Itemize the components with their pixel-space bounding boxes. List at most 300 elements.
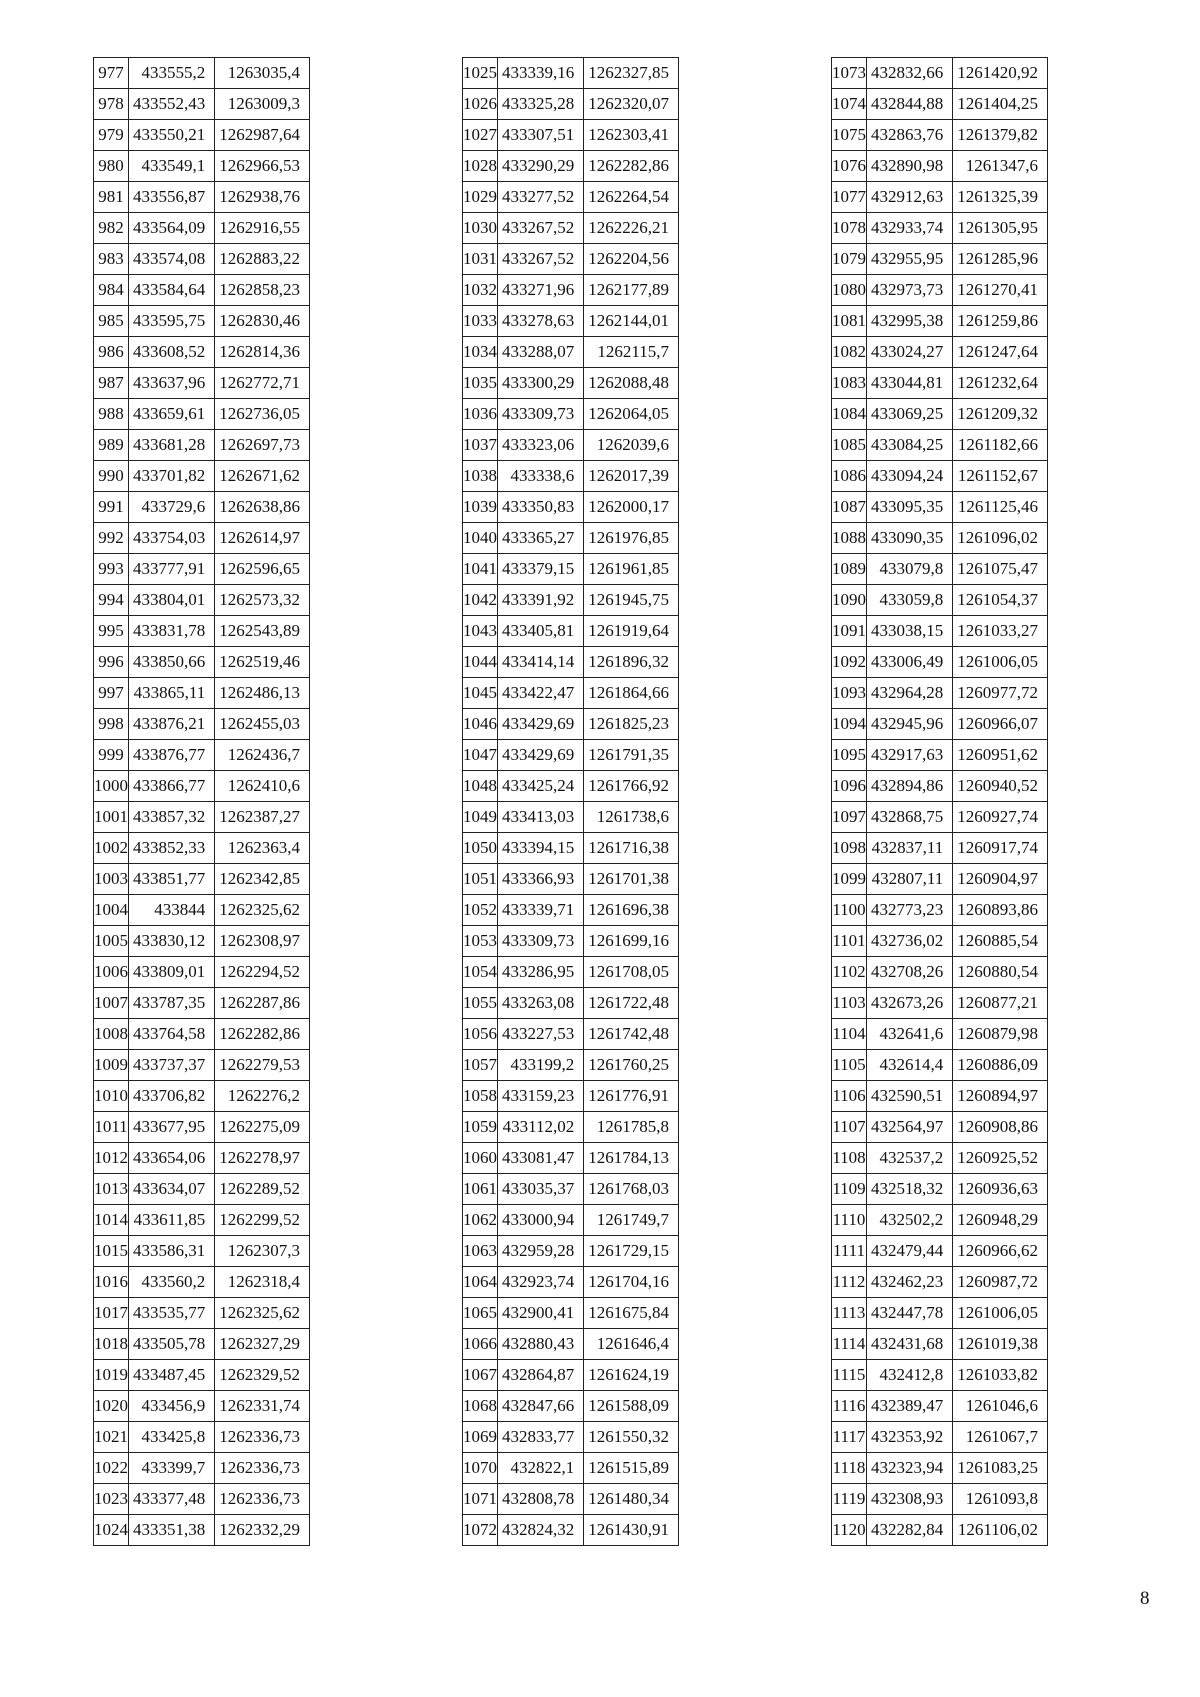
y-coordinate-cell: 1262772,71	[215, 368, 310, 399]
x-coordinate-cell: 432955,95	[867, 244, 953, 275]
point-number-cell: 1115	[832, 1360, 867, 1391]
point-number-cell: 997	[94, 678, 129, 709]
table-row	[463, 337, 679, 368]
point-number-cell: 1099	[832, 864, 867, 895]
y-coordinate-cell: 1261766,92	[584, 771, 679, 802]
table-row	[832, 337, 1048, 368]
y-coordinate-cell: 1260936,63	[953, 1174, 1048, 1205]
x-coordinate-cell: 433535,77	[129, 1298, 215, 1329]
y-coordinate-cell: 1261945,75	[584, 585, 679, 616]
point-number-cell: 1030	[463, 213, 498, 244]
x-coordinate-cell: 432353,92	[867, 1422, 953, 1453]
x-coordinate-cell: 433263,08	[498, 988, 584, 1019]
x-coordinate-cell: 432844,88	[867, 89, 953, 120]
x-coordinate-cell: 433850,66	[129, 647, 215, 678]
x-coordinate-cell: 433634,07	[129, 1174, 215, 1205]
table-row	[94, 1236, 310, 1267]
x-coordinate-cell: 433659,61	[129, 399, 215, 430]
table-row	[832, 1422, 1048, 1453]
point-number-cell: 1035	[463, 368, 498, 399]
y-coordinate-cell: 1261325,39	[953, 182, 1048, 213]
table-row	[463, 988, 679, 1019]
point-number-cell: 1049	[463, 802, 498, 833]
table-row	[94, 430, 310, 461]
y-coordinate-cell: 1261106,02	[953, 1515, 1048, 1546]
table-row	[94, 926, 310, 957]
point-number-cell: 1058	[463, 1081, 498, 1112]
x-coordinate-cell: 433505,78	[129, 1329, 215, 1360]
x-coordinate-cell: 433866,77	[129, 771, 215, 802]
x-coordinate-cell: 432479,44	[867, 1236, 953, 1267]
table-row	[463, 647, 679, 678]
point-number-cell: 1094	[832, 709, 867, 740]
x-coordinate-cell: 433278,63	[498, 306, 584, 337]
table-row	[832, 678, 1048, 709]
table-row	[94, 1081, 310, 1112]
point-number-cell: 1060	[463, 1143, 498, 1174]
point-number-cell: 1114	[832, 1329, 867, 1360]
table-row	[94, 554, 310, 585]
table-row	[463, 368, 679, 399]
y-coordinate-cell: 1261083,25	[953, 1453, 1048, 1484]
y-coordinate-cell: 1261646,4	[584, 1329, 679, 1360]
point-number-cell: 1020	[94, 1391, 129, 1422]
x-coordinate-cell: 433069,25	[867, 399, 953, 430]
point-number-cell: 1087	[832, 492, 867, 523]
x-coordinate-cell: 432973,73	[867, 275, 953, 306]
table-row	[463, 1236, 679, 1267]
point-number-cell: 1027	[463, 120, 498, 151]
y-coordinate-cell: 1260886,09	[953, 1050, 1048, 1081]
y-coordinate-cell: 1262276,2	[215, 1081, 310, 1112]
x-coordinate-cell: 433560,2	[129, 1267, 215, 1298]
x-coordinate-cell: 433654,06	[129, 1143, 215, 1174]
point-number-cell: 1034	[463, 337, 498, 368]
y-coordinate-cell: 1262329,52	[215, 1360, 310, 1391]
x-coordinate-cell: 432708,26	[867, 957, 953, 988]
y-coordinate-cell: 1261093,8	[953, 1484, 1048, 1515]
table-row	[94, 306, 310, 337]
point-number-cell: 1011	[94, 1112, 129, 1143]
table-row	[94, 1453, 310, 1484]
x-coordinate-cell: 433267,52	[498, 213, 584, 244]
y-coordinate-cell: 1261006,05	[953, 647, 1048, 678]
y-coordinate-cell: 1262299,52	[215, 1205, 310, 1236]
table-row	[94, 833, 310, 864]
x-coordinate-cell: 432868,75	[867, 802, 953, 833]
point-number-cell: 1065	[463, 1298, 498, 1329]
point-number-cell: 1110	[832, 1205, 867, 1236]
x-coordinate-cell: 433338,6	[498, 461, 584, 492]
table-row	[463, 1422, 679, 1453]
x-coordinate-cell: 433552,43	[129, 89, 215, 120]
point-number-cell: 1100	[832, 895, 867, 926]
table-row	[94, 1391, 310, 1422]
point-number-cell: 991	[94, 492, 129, 523]
y-coordinate-cell: 1261019,38	[953, 1329, 1048, 1360]
table-row	[463, 399, 679, 430]
table-row	[463, 1019, 679, 1050]
table-row	[463, 213, 679, 244]
x-coordinate-cell: 433365,27	[498, 523, 584, 554]
point-number-cell: 1117	[832, 1422, 867, 1453]
point-number-cell: 1063	[463, 1236, 498, 1267]
table-row	[94, 1174, 310, 1205]
table-row	[463, 58, 679, 89]
point-number-cell: 981	[94, 182, 129, 213]
y-coordinate-cell: 1262519,46	[215, 647, 310, 678]
point-number-cell: 1056	[463, 1019, 498, 1050]
table-row	[832, 585, 1048, 616]
point-number-cell: 1075	[832, 120, 867, 151]
y-coordinate-cell: 1262279,53	[215, 1050, 310, 1081]
coordinate-table-2	[462, 57, 679, 1546]
x-coordinate-cell: 432933,74	[867, 213, 953, 244]
table-row	[94, 1050, 310, 1081]
point-number-cell: 1085	[832, 430, 867, 461]
table-row	[94, 461, 310, 492]
x-coordinate-cell: 432900,41	[498, 1298, 584, 1329]
table-row	[832, 1329, 1048, 1360]
x-coordinate-cell: 433844	[129, 895, 215, 926]
table-row	[463, 1112, 679, 1143]
y-coordinate-cell: 1261699,16	[584, 926, 679, 957]
y-coordinate-cell: 1261716,38	[584, 833, 679, 864]
x-coordinate-cell: 433876,21	[129, 709, 215, 740]
point-number-cell: 1091	[832, 616, 867, 647]
x-coordinate-cell: 433737,37	[129, 1050, 215, 1081]
y-coordinate-cell: 1261961,85	[584, 554, 679, 585]
y-coordinate-cell: 1261760,25	[584, 1050, 679, 1081]
point-number-cell: 1032	[463, 275, 498, 306]
point-number-cell: 1003	[94, 864, 129, 895]
y-coordinate-cell: 1261919,64	[584, 616, 679, 647]
table-row	[463, 1453, 679, 1484]
point-number-cell: 1019	[94, 1360, 129, 1391]
y-coordinate-cell: 1262596,65	[215, 554, 310, 585]
x-coordinate-cell: 432917,63	[867, 740, 953, 771]
table-row	[463, 1515, 679, 1546]
point-number-cell: 1012	[94, 1143, 129, 1174]
table-row	[463, 957, 679, 988]
point-number-cell: 1033	[463, 306, 498, 337]
table-row	[832, 1205, 1048, 1236]
x-coordinate-cell: 433399,7	[129, 1453, 215, 1484]
x-coordinate-cell: 433090,35	[867, 523, 953, 554]
table-row	[463, 1174, 679, 1205]
point-number-cell: 1000	[94, 771, 129, 802]
x-coordinate-cell: 432824,32	[498, 1515, 584, 1546]
table-row	[463, 1081, 679, 1112]
x-coordinate-cell: 433199,2	[498, 1050, 584, 1081]
table-row	[832, 275, 1048, 306]
table-row	[94, 1112, 310, 1143]
point-number-cell: 986	[94, 337, 129, 368]
point-number-cell: 1088	[832, 523, 867, 554]
table-row	[94, 58, 310, 89]
y-coordinate-cell: 1261347,6	[953, 151, 1048, 182]
y-coordinate-cell: 1262966,53	[215, 151, 310, 182]
y-coordinate-cell: 1262671,62	[215, 461, 310, 492]
table-row	[832, 895, 1048, 926]
x-coordinate-cell: 432590,51	[867, 1081, 953, 1112]
y-coordinate-cell: 1261976,85	[584, 523, 679, 554]
y-coordinate-cell: 1262336,73	[215, 1484, 310, 1515]
point-number-cell: 1022	[94, 1453, 129, 1484]
x-coordinate-cell: 433288,07	[498, 337, 584, 368]
y-coordinate-cell: 1262294,52	[215, 957, 310, 988]
table-row	[463, 864, 679, 895]
y-coordinate-cell: 1261096,02	[953, 523, 1048, 554]
x-coordinate-cell: 433095,35	[867, 492, 953, 523]
table-row	[832, 1019, 1048, 1050]
y-coordinate-cell: 1262289,52	[215, 1174, 310, 1205]
x-coordinate-cell: 433754,03	[129, 523, 215, 554]
table-row	[832, 430, 1048, 461]
y-coordinate-cell: 1261701,38	[584, 864, 679, 895]
y-coordinate-cell: 1262264,54	[584, 182, 679, 213]
point-number-cell: 1044	[463, 647, 498, 678]
x-coordinate-cell: 433081,47	[498, 1143, 584, 1174]
y-coordinate-cell: 1261550,32	[584, 1422, 679, 1453]
point-number-cell: 1071	[463, 1484, 498, 1515]
table-row	[94, 492, 310, 523]
y-coordinate-cell: 1262363,4	[215, 833, 310, 864]
table-row	[463, 461, 679, 492]
y-coordinate-cell: 1262327,29	[215, 1329, 310, 1360]
x-coordinate-cell: 433830,12	[129, 926, 215, 957]
table-row	[94, 523, 310, 554]
point-number-cell: 1064	[463, 1267, 498, 1298]
table-row	[94, 616, 310, 647]
point-number-cell: 992	[94, 523, 129, 554]
y-coordinate-cell: 1262064,05	[584, 399, 679, 430]
point-number-cell: 1097	[832, 802, 867, 833]
x-coordinate-cell: 432880,43	[498, 1329, 584, 1360]
x-coordinate-cell: 433300,29	[498, 368, 584, 399]
table-row	[832, 461, 1048, 492]
point-number-cell: 1037	[463, 430, 498, 461]
x-coordinate-cell: 433267,52	[498, 244, 584, 275]
table-row	[463, 740, 679, 771]
y-coordinate-cell: 1261033,82	[953, 1360, 1048, 1391]
table-row	[94, 1143, 310, 1174]
y-coordinate-cell: 1262177,89	[584, 275, 679, 306]
point-number-cell: 1023	[94, 1484, 129, 1515]
table-row	[94, 120, 310, 151]
y-coordinate-cell: 1260966,07	[953, 709, 1048, 740]
x-coordinate-cell: 433764,58	[129, 1019, 215, 1050]
y-coordinate-cell: 1261075,47	[953, 554, 1048, 585]
table-row	[832, 151, 1048, 182]
y-coordinate-cell: 1261420,92	[953, 58, 1048, 89]
point-number-cell: 1092	[832, 647, 867, 678]
table-row	[94, 213, 310, 244]
point-number-cell: 1062	[463, 1205, 498, 1236]
y-coordinate-cell: 1261738,6	[584, 802, 679, 833]
point-number-cell: 979	[94, 120, 129, 151]
table-row	[94, 1205, 310, 1236]
y-coordinate-cell: 1261588,09	[584, 1391, 679, 1422]
table-row	[832, 1484, 1048, 1515]
point-number-cell: 982	[94, 213, 129, 244]
point-number-cell: 1016	[94, 1267, 129, 1298]
point-number-cell: 1036	[463, 399, 498, 430]
table-row	[832, 833, 1048, 864]
table-row	[832, 306, 1048, 337]
table-row	[94, 864, 310, 895]
table-row	[832, 988, 1048, 1019]
point-number-cell: 1113	[832, 1298, 867, 1329]
y-coordinate-cell: 1262278,97	[215, 1143, 310, 1174]
table-row	[832, 1081, 1048, 1112]
table-row	[463, 895, 679, 926]
point-number-cell: 1052	[463, 895, 498, 926]
table-row	[463, 1050, 679, 1081]
table-row	[832, 709, 1048, 740]
table-row	[463, 678, 679, 709]
table-row	[94, 1298, 310, 1329]
table-row	[463, 802, 679, 833]
table-row	[832, 771, 1048, 802]
x-coordinate-cell: 433307,51	[498, 120, 584, 151]
point-number-cell: 1008	[94, 1019, 129, 1050]
y-coordinate-cell: 1262830,46	[215, 306, 310, 337]
x-coordinate-cell: 432864,87	[498, 1360, 584, 1391]
x-coordinate-cell: 432614,4	[867, 1050, 953, 1081]
point-number-cell: 1061	[463, 1174, 498, 1205]
x-coordinate-cell: 433379,15	[498, 554, 584, 585]
table-row	[463, 554, 679, 585]
x-coordinate-cell: 432282,84	[867, 1515, 953, 1546]
table-row	[94, 1422, 310, 1453]
x-coordinate-cell: 433857,32	[129, 802, 215, 833]
point-number-cell: 1018	[94, 1329, 129, 1360]
table-row	[832, 1298, 1048, 1329]
y-coordinate-cell: 1260904,97	[953, 864, 1048, 895]
y-coordinate-cell: 1261404,25	[953, 89, 1048, 120]
table-row	[463, 1484, 679, 1515]
x-coordinate-cell: 432890,98	[867, 151, 953, 182]
point-number-cell: 1042	[463, 585, 498, 616]
table-row	[463, 523, 679, 554]
point-number-cell: 1083	[832, 368, 867, 399]
y-coordinate-cell: 1262282,86	[584, 151, 679, 182]
point-number-cell: 994	[94, 585, 129, 616]
page-number: 8	[1140, 1588, 1150, 1609]
point-number-cell: 1102	[832, 957, 867, 988]
y-coordinate-cell: 1261749,7	[584, 1205, 679, 1236]
y-coordinate-cell: 1262916,55	[215, 213, 310, 244]
x-coordinate-cell: 432959,28	[498, 1236, 584, 1267]
y-coordinate-cell: 1261182,66	[953, 430, 1048, 461]
x-coordinate-cell: 433350,83	[498, 492, 584, 523]
point-number-cell: 983	[94, 244, 129, 275]
point-number-cell: 995	[94, 616, 129, 647]
y-coordinate-cell: 1262455,03	[215, 709, 310, 740]
table-row	[94, 275, 310, 306]
point-number-cell: 1010	[94, 1081, 129, 1112]
table-row	[94, 895, 310, 926]
point-number-cell: 996	[94, 647, 129, 678]
table-row	[94, 151, 310, 182]
x-coordinate-cell: 433701,82	[129, 461, 215, 492]
table-row	[463, 616, 679, 647]
x-coordinate-cell: 433159,23	[498, 1081, 584, 1112]
point-number-cell: 1095	[832, 740, 867, 771]
x-coordinate-cell: 433787,35	[129, 988, 215, 1019]
y-coordinate-cell: 1260987,72	[953, 1267, 1048, 1298]
table-row	[94, 647, 310, 678]
y-coordinate-cell: 1262000,17	[584, 492, 679, 523]
point-number-cell: 1090	[832, 585, 867, 616]
y-coordinate-cell: 1260925,52	[953, 1143, 1048, 1174]
point-number-cell: 1006	[94, 957, 129, 988]
table-row	[832, 616, 1048, 647]
y-coordinate-cell: 1260908,86	[953, 1112, 1048, 1143]
point-number-cell: 1116	[832, 1391, 867, 1422]
table-row	[832, 58, 1048, 89]
table-row	[832, 1112, 1048, 1143]
point-number-cell: 1066	[463, 1329, 498, 1360]
x-coordinate-cell: 432518,32	[867, 1174, 953, 1205]
table-row	[463, 89, 679, 120]
table-row	[463, 1267, 679, 1298]
y-coordinate-cell: 1262308,97	[215, 926, 310, 957]
y-coordinate-cell: 1261768,03	[584, 1174, 679, 1205]
x-coordinate-cell: 433351,38	[129, 1515, 215, 1546]
y-coordinate-cell: 1261209,32	[953, 399, 1048, 430]
x-coordinate-cell: 433038,15	[867, 616, 953, 647]
point-number-cell: 1038	[463, 461, 498, 492]
y-coordinate-cell: 1260893,86	[953, 895, 1048, 926]
table-row	[832, 89, 1048, 120]
table-row	[94, 957, 310, 988]
y-coordinate-cell: 1261791,35	[584, 740, 679, 771]
y-coordinate-cell: 1262858,23	[215, 275, 310, 306]
y-coordinate-cell: 1260885,54	[953, 926, 1048, 957]
y-coordinate-cell: 1261708,05	[584, 957, 679, 988]
x-coordinate-cell: 432641,6	[867, 1019, 953, 1050]
y-coordinate-cell: 1262486,13	[215, 678, 310, 709]
table-row	[463, 1360, 679, 1391]
y-coordinate-cell: 1261696,38	[584, 895, 679, 926]
y-coordinate-cell: 1262325,62	[215, 895, 310, 926]
y-coordinate-cell: 1261379,82	[953, 120, 1048, 151]
x-coordinate-cell: 433112,02	[498, 1112, 584, 1143]
y-coordinate-cell: 1261285,96	[953, 244, 1048, 275]
y-coordinate-cell: 1263009,3	[215, 89, 310, 120]
x-coordinate-cell: 432833,77	[498, 1422, 584, 1453]
x-coordinate-cell: 432736,02	[867, 926, 953, 957]
table-row	[94, 740, 310, 771]
point-number-cell: 1009	[94, 1050, 129, 1081]
y-coordinate-cell: 1262336,73	[215, 1453, 310, 1484]
y-coordinate-cell: 1260880,54	[953, 957, 1048, 988]
y-coordinate-cell: 1261430,91	[584, 1515, 679, 1546]
table-row	[94, 802, 310, 833]
x-coordinate-cell: 432832,66	[867, 58, 953, 89]
y-coordinate-cell: 1261722,48	[584, 988, 679, 1019]
x-coordinate-cell: 433804,01	[129, 585, 215, 616]
point-number-cell: 1015	[94, 1236, 129, 1267]
y-coordinate-cell: 1262039,6	[584, 430, 679, 461]
y-coordinate-cell: 1260879,98	[953, 1019, 1048, 1050]
y-coordinate-cell: 1262318,4	[215, 1267, 310, 1298]
x-coordinate-cell: 433429,69	[498, 740, 584, 771]
table-row	[832, 554, 1048, 585]
table-row	[832, 1050, 1048, 1081]
